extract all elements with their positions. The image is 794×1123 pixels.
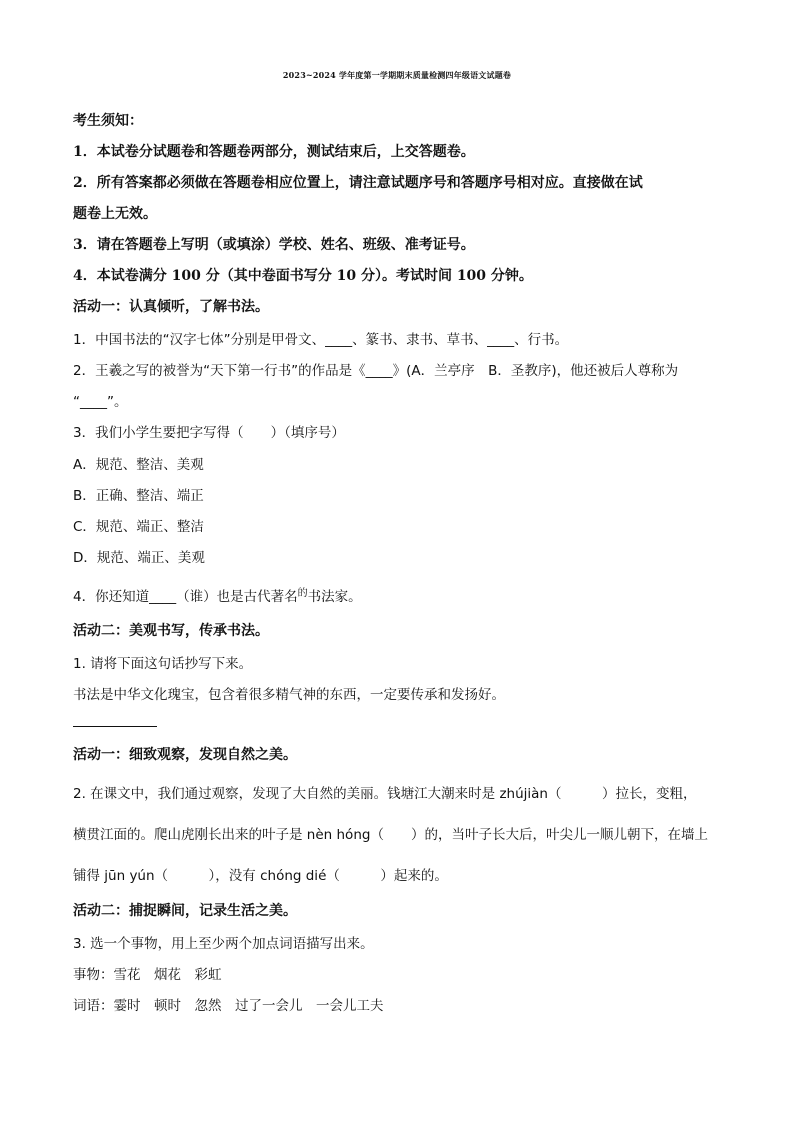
things-list: 事物：雪花 烟花 彩虹 — [73, 967, 222, 983]
notice-item-2-cont: 题卷上无效。 — [73, 206, 157, 222]
notice-item-1: 1．本试卷分试题卷和答题卷两部分，测试结束后，上交答题卷。 — [73, 144, 475, 160]
question-4-text-end: 书法家。 — [307, 589, 362, 605]
exam-title: 2023~2024 学年度第一学期期末质量检测四年级语文试题卷 — [282, 70, 512, 80]
section-divider — [73, 726, 157, 727]
question-2-cont: “____”。 — [73, 394, 128, 410]
option-d: D．规范、端正、美观 — [73, 550, 205, 566]
pinyin-question-cont-1: 横贯江面的。爬山虎刚长出来的叶子是 nèn hóng（ ）的，当叶子长大后，叶尖儿一顺儿朝下，在墙上 — [73, 827, 708, 843]
question-1: 1．中国书法的“汉字七体”分别是甲骨文、____、篆书、隶书、草书、____、行书。 — [73, 332, 569, 348]
question-3: 3．我们小学生要把字写得（ ）（填序号） — [73, 425, 345, 441]
question-4 — [73, 585, 362, 605]
section-heading-write: 活动二：美观书写，传承书法。 — [73, 623, 269, 639]
question-2: 2．王羲之写的被誉为“天下第一行书”的作品是《____》(A．兰亭序 B．圣教序)，他还被后人尊称为 — [73, 363, 679, 379]
option-b: B．正确、整洁、端正 — [73, 488, 204, 504]
question-4-superscript: 的 — [297, 588, 308, 599]
section-heading-observe: 活动一：细致观察，发现自然之美。 — [73, 747, 297, 763]
notice-item-3: 3．请在答题卷上写明（或填涂）学校、姓名、班级、准考证号。 — [73, 237, 475, 253]
copy-sentence: 书法是中华文化瑰宝，包含着很多精气神的东西，一定要传承和发扬好。 — [73, 687, 505, 703]
copy-instruction: 1. 请将下面这句话抄写下来。 — [73, 656, 253, 672]
section-heading-capture: 活动二：捕捉瞬间，记录生活之美。 — [73, 903, 297, 919]
pinyin-question: 2. 在课文中，我们通过观察，发现了大自然的美丽。钱塘江大潮来时是 zhújiàn（ ）拉长，变粗， — [73, 786, 697, 802]
question-4-text: 4．你还知道____（谁）也是古代著名 — [73, 589, 298, 605]
pinyin-question-cont-2: 铺得 jūn yún（ ），没有 chóng dié（ ）起来的。 — [73, 868, 448, 884]
words-list: 词语：霎时 顿时 忽然 过了一会儿 一会儿工夫 — [73, 998, 384, 1014]
notice-item-2: 2．所有答案都必须做在答题卷相应位置上，请注意试题序号和答题序号相对应。直接做在试 — [73, 175, 643, 191]
option-c: C．规范、端正、整洁 — [73, 519, 204, 535]
section-heading-listen: 活动一：认真倾听，了解书法。 — [73, 299, 269, 315]
notice-heading: 考生须知： — [73, 113, 143, 129]
writing-question: 3. 选一个事物，用上至少两个加点词语描写出来。 — [73, 936, 374, 952]
notice-item-4: 4．本试卷满分 100 分（其中卷面书写分 10 分）。考试时间 100 分钟。 — [73, 268, 533, 284]
option-a: A．规范、整洁、美观 — [73, 457, 204, 473]
